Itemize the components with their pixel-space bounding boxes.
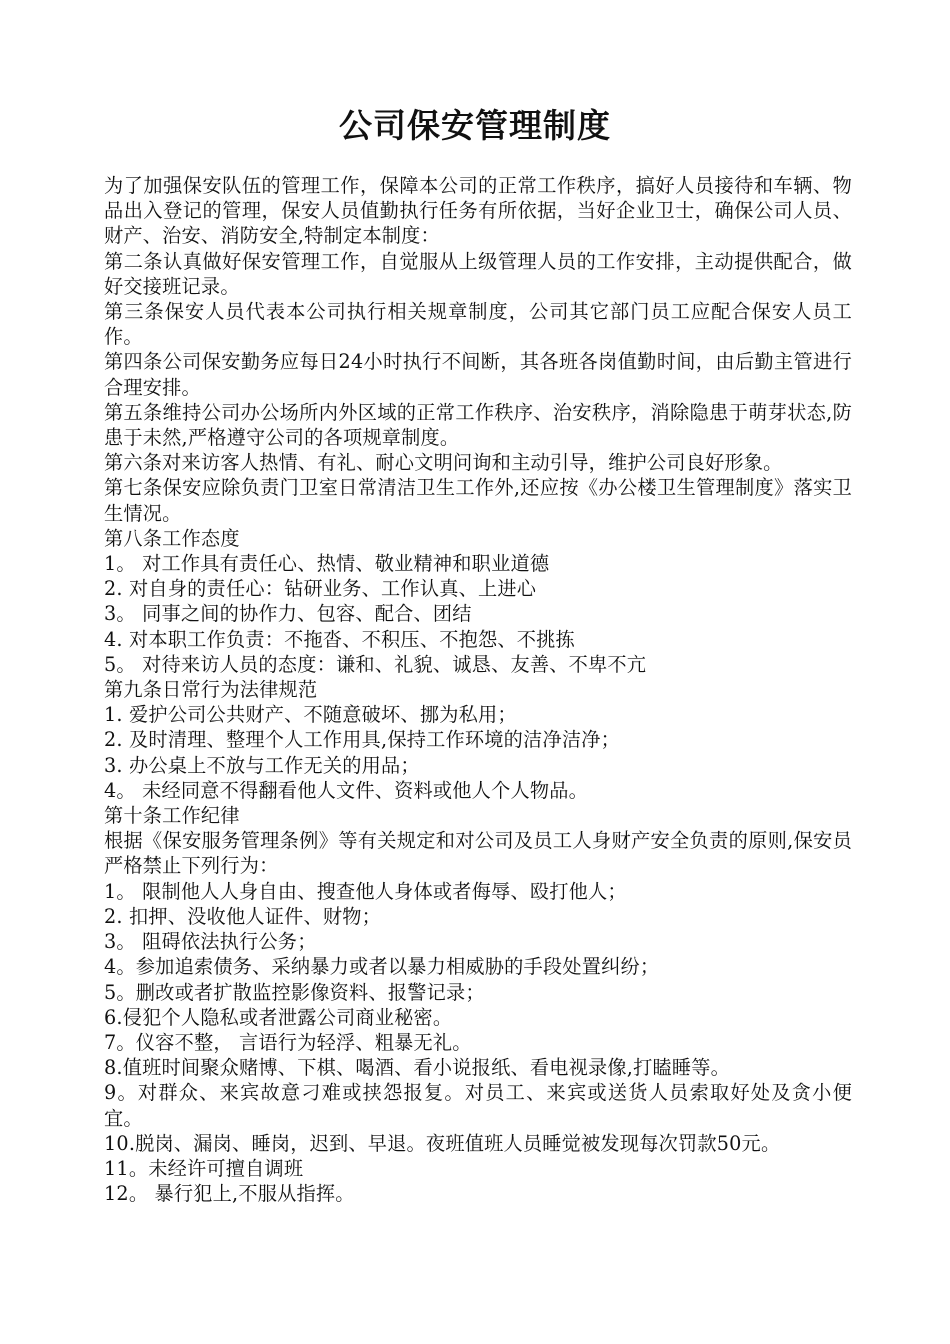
intro-paragraph: 为了加强保安队伍的管理工作，保障本公司的正常工作秩序，搞好人员接待和车辆、物品出入登记的管理，保安人员值勤执行任务有所依据，当好企业卫士，确保公司人员、财产、治安、消防安全,特制定本制度： <box>104 174 852 248</box>
article-8-heading: 第八条工作态度 <box>104 526 240 550</box>
list-item: 1. 爱护公司公共财产、不随意破坏、挪为私用； <box>104 703 517 727</box>
list-item: 11。未经许可擅自调班 <box>104 1156 304 1180</box>
list-item: 2. 对自身的责任心：钻研业务、工作认真、上进心 <box>104 577 537 601</box>
list-item: 5。删改或者扩散监控影像资料、报警记录； <box>104 980 485 1004</box>
article-4-paragraph: 第四条公司保安勤务应每日24小时执行不间断，其各班各岗值勤时间，由后勤主管进行合理安排。 <box>104 350 852 399</box>
list-item: 3. 办公桌上不放与工作无关的用品； <box>104 753 420 777</box>
article-3-paragraph: 第三条保安人员代表本公司执行相关规章制度，公司其它部门员工应配合保安人员工作。 <box>104 300 852 349</box>
list-item: 5。 对待来访人员的态度：谦和、礼貌、诚恳、友善、不卑不亢 <box>104 652 647 676</box>
list-item: 3。 阻碍依法执行公务； <box>104 930 317 954</box>
article-10-paragraph: 根据《保安服务管理条例》等有关规定和对公司及员工人身财产安全负责的原则,保安员严格禁止下列行为： <box>104 829 852 878</box>
document-body <box>104 173 852 1206</box>
list-item: 2. 及时清理、整理个人工作用具,保持工作环境的洁净洁净； <box>104 728 620 752</box>
list-item: 4。参加追索债务、采纳暴力或者以暴力相威胁的手段处置纠纷； <box>104 955 660 979</box>
list-item: 1。 对工作具有责任心、热情、敬业精神和职业道德 <box>104 552 550 576</box>
list-item: 4. 对本职工作负责：不拖沓、不积压、不抱怨、不挑拣 <box>104 627 575 651</box>
list-item: 3。 同事之间的协作力、包容、配合、团结 <box>104 602 472 626</box>
list-item: 2. 扣押、没收他人证件、财物； <box>104 904 382 928</box>
document-title: 公司保安管理制度 <box>339 106 611 145</box>
list-item: 8.值班时间聚众赌博、下棋、喝酒、看小说报纸、看电视录像,打瞌睡等。 <box>104 1056 731 1080</box>
article-7-paragraph: 第七条保安应除负责门卫室日常清洁卫生工作外,还应按《办公楼卫生管理制度》落实卫生情况。 <box>104 476 852 525</box>
list-item: 7。仪容不整， 言语行为轻浮、粗暴无礼。 <box>104 1030 472 1054</box>
article-9-heading: 第九条日常行为法律规范 <box>104 678 318 702</box>
list-item: 12。 暴行犯上,不服从指挥。 <box>104 1182 355 1206</box>
article-10-heading: 第十条工作纪律 <box>104 804 240 828</box>
list-item: 1。 限制他人人身自由、搜查他人身体或者侮辱、殴打他人； <box>104 879 627 903</box>
article-6-paragraph: 第六条对来访客人热情、有礼、耐心文明问询和主动引导，维护公司良好形象。 <box>104 451 783 475</box>
list-item: 9。对群众、来宾故意刁难或挟怨报复。对员工、来宾或送货人员索取好处及贪小便宜。 <box>104 1081 852 1130</box>
list-item: 4。 未经同意不得翻看他人文件、资料或他人个人物品。 <box>104 778 589 802</box>
list-item: 10.脱岗、漏岗、睡岗，迟到、早退。夜班值班人员睡觉被发现每次罚款50元。 <box>104 1131 781 1155</box>
list-item: 6.侵犯个人隐私或者泄露公司商业秘密。 <box>104 1005 453 1029</box>
article-2-paragraph: 第二条认真做好保安管理工作，自觉服从上级管理人员的工作安排，主动提供配合，做好交接班记录。 <box>104 249 852 298</box>
article-5-paragraph: 第五条维持公司办公场所内外区域的正常工作秩序、治安秩序，消除隐患于萌芽状态,防患于未然,严格遵守公司的各项规章制度。 <box>104 400 852 450</box>
